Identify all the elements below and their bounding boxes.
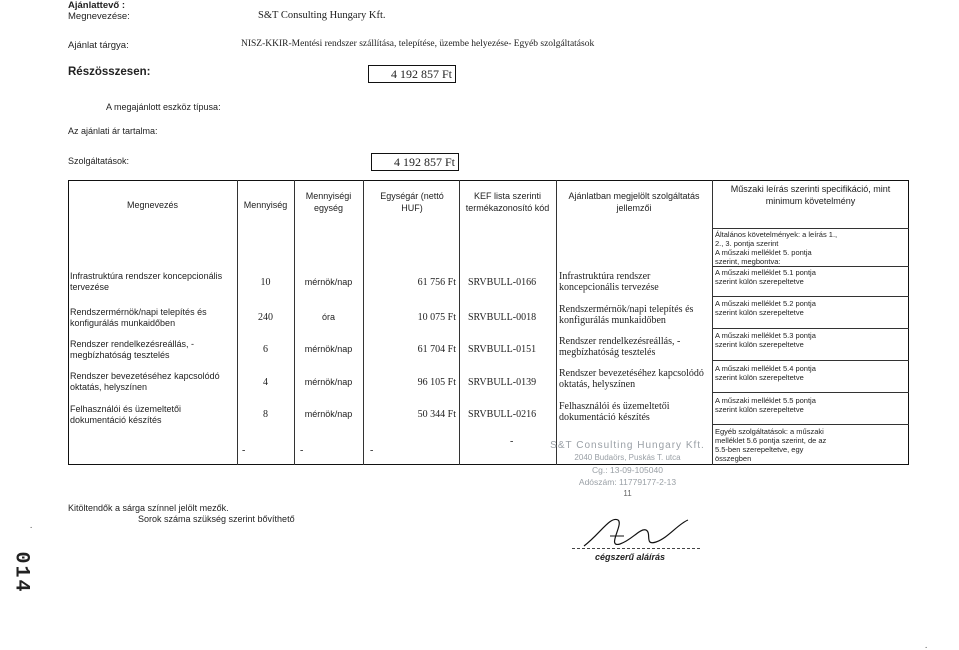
- row1-code: SRVBULL-0166: [468, 277, 537, 288]
- requirement-other-services: Egyéb szolgáltatások: a műszaki melléklet 5.6 pontja szerint, de az 5.5-ben szerepeltetve, egy összegben: [715, 427, 827, 463]
- row1-qty: 10: [260, 277, 271, 288]
- col-header-code: KEF lista szerinti termékazonosító kód: [465, 191, 550, 213]
- services-label: Szolgáltatások:: [68, 156, 130, 166]
- row4-code: SRVBULL-0139: [468, 377, 537, 388]
- row2-code: SRVBULL-0018: [468, 312, 537, 323]
- margin-mark: .: [30, 520, 33, 530]
- partial-total-box: [368, 65, 456, 83]
- col-header-unit: Mennyiségi egység: [305, 191, 352, 213]
- row5-code: SRVBULL-0216: [468, 409, 537, 420]
- row5-unit: mérnök/nap: [304, 409, 353, 419]
- row1-price: 61 756 Ft: [417, 277, 456, 288]
- bidder-label: Ajánlattevő :: [68, 0, 126, 11]
- row3-qty: 6: [263, 344, 268, 355]
- row1-requirement: A műszaki melléklet 5.1 pontja szerint külön szerepeltetve: [715, 268, 816, 286]
- row3-name: Rendszer rendelkezésreállás, -megbízhatóság tesztelés: [70, 339, 195, 360]
- row4-feature: Rendszer bevezetéséhez kapcsolódó oktatás, helyszínen: [559, 368, 704, 390]
- bidder-name: S&T Consulting Hungary Kft.: [258, 10, 386, 21]
- requirement-general: Általános követelmények: a leírás 1., 2., 3. pontja szerint A műszaki melléklet 5. pontja szerint, megbontva:: [715, 230, 838, 266]
- corner-mark: .: [925, 640, 928, 650]
- services-total-box: [371, 153, 459, 171]
- row2-price: 10 075 Ft: [417, 312, 456, 323]
- row3-price: 61 704 Ft: [417, 344, 456, 355]
- company-stamp: S&T Consulting Hungary Kft. 2040 Budaörs, Puskás T. utca Cg.: 13-09-105040 Adószám: 11779177-2-13 11: [550, 440, 705, 498]
- row4-unit: mérnök/nap: [304, 377, 353, 387]
- row5-name: Felhasználói és üzemeltetői dokumentáció készítés: [70, 404, 182, 425]
- subject-label: Ajánlat tárgya:: [68, 40, 129, 51]
- signature-line: [572, 548, 700, 549]
- col-header-price: Egységár (nettó HUF): [380, 191, 444, 213]
- row3-feature: Rendszer rendelkezésreállás, -megbízhatóság tesztelés: [559, 336, 681, 358]
- row5-feature: Felhasználói és üzemeltetői dokumentáció készítés: [559, 401, 670, 423]
- row5-price: 50 344 Ft: [417, 409, 456, 420]
- col-header-requirement: Műszaki leírás szerinti specifikáció, mint minimum követelmény: [730, 184, 891, 206]
- name-label: Megnevezése:: [68, 11, 130, 22]
- row2-requirement: A műszaki melléklet 5.2 pontja szerint külön szerepeltetve: [715, 299, 816, 317]
- footer-note-rows: Sorok száma szükség szerint bővíthető: [138, 514, 295, 524]
- dash-price: -: [370, 445, 374, 456]
- row4-name: Rendszer bevezetéséhez kapcsolódó oktatás, helyszínen: [70, 371, 220, 392]
- col-header-qty: Mennyiség: [243, 200, 288, 210]
- price-content-label: Az ajánlati ár tartalma:: [68, 126, 158, 136]
- row4-price: 96 105 Ft: [417, 377, 456, 388]
- dash-unit: -: [300, 445, 304, 456]
- row4-qty: 4: [263, 377, 268, 388]
- partial-total-value: 4 192 857 Ft: [390, 67, 452, 81]
- col-header-feature: Ajánlatban megjelölt szolgáltatás jellemzői: [568, 191, 700, 213]
- row1-unit: mérnök/nap: [304, 277, 353, 287]
- row4-requirement: A műszaki melléklet 5.4 pontja szerint külön szerepeltetve: [715, 364, 816, 382]
- row5-requirement: A műszaki melléklet 5.5 pontja szerint külön szerepeltetve: [715, 396, 816, 414]
- dash-qty: -: [242, 445, 246, 456]
- row1-feature: Infrastruktúra rendszer koncepcionális tervezése: [559, 271, 659, 293]
- row2-unit: óra: [321, 312, 335, 322]
- row3-unit: mérnök/nap: [304, 344, 353, 354]
- subject-value: NISZ-KKIR-Mentési rendszer szállítása, telepítése, üzembe helyezése- Egyéb szolgáltatások: [241, 39, 595, 49]
- device-type-label: A megajánlott eszköz típusa:: [106, 102, 221, 112]
- dash-code: -: [510, 436, 514, 447]
- row2-feature: Rendszermérnök/napi telepítés és konfigurálás munkaidőben: [559, 304, 694, 326]
- row2-qty: 240: [258, 312, 273, 323]
- col-header-name: Megnevezés: [126, 200, 179, 210]
- services-total-value: 4 192 857 Ft: [393, 155, 455, 169]
- page-number: 014: [9, 551, 33, 594]
- partial-total-label: Részösszesen:: [68, 66, 151, 78]
- signature-label: cégszerű aláírás: [595, 552, 666, 562]
- row3-requirement: A műszaki melléklet 5.3 pontja szerint külön szerepeltetve: [715, 331, 816, 349]
- row5-qty: 8: [263, 409, 268, 420]
- row3-code: SRVBULL-0151: [468, 344, 537, 355]
- footer-note-fill: Kitöltendők a sárga színnel jelölt mezők.: [68, 503, 229, 513]
- row1-name: Infrastruktúra rendszer koncepcionális tervezése: [70, 271, 223, 292]
- row2-name: Rendszermérnök/napi telepítés és konfigurálás munkaidőben: [70, 307, 207, 328]
